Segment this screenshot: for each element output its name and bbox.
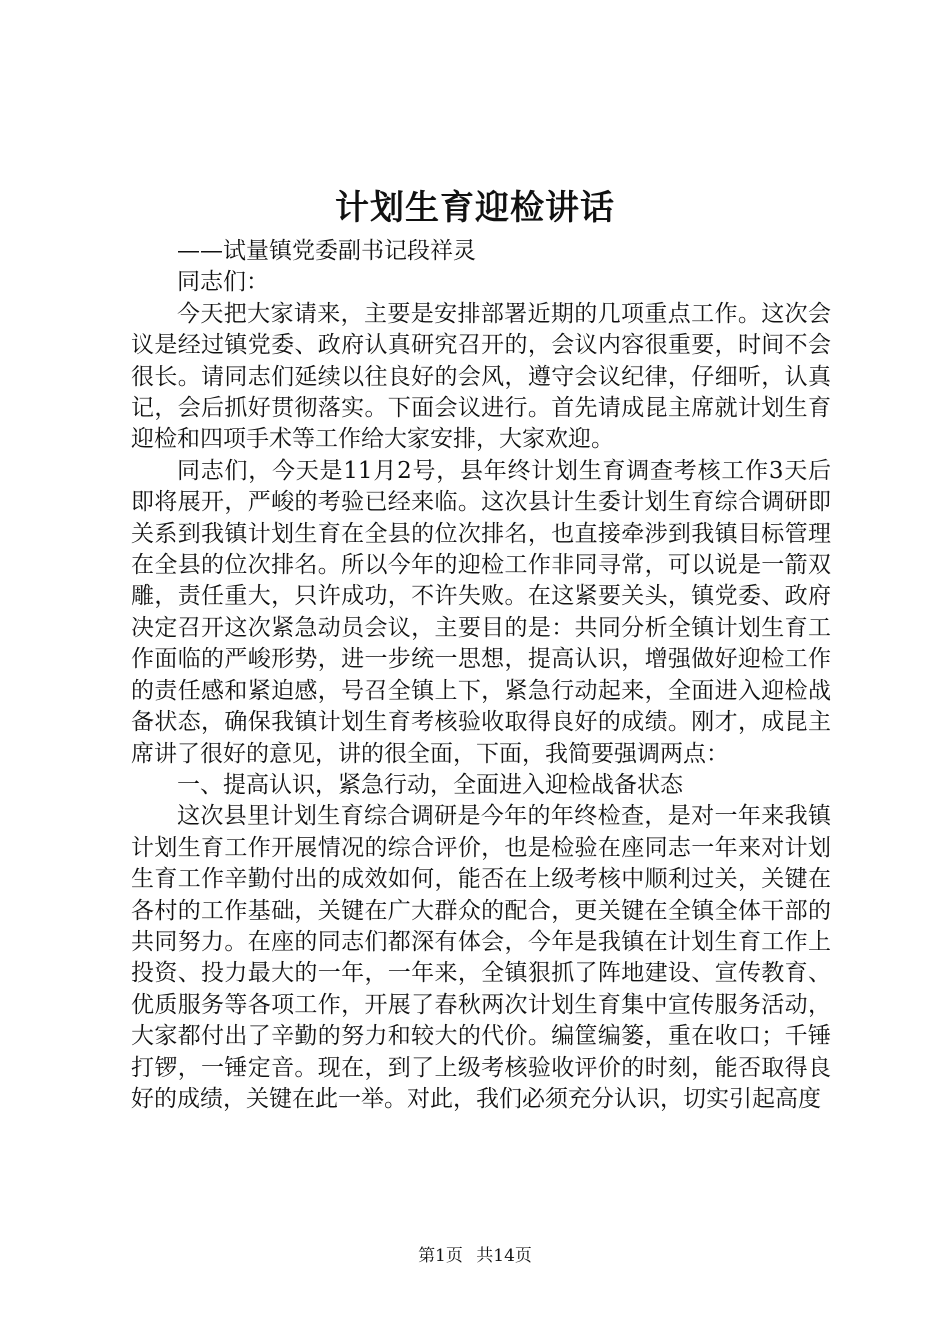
paragraph: 这次县里计划生育综合调研是今年的年终检查，是对一年来我镇计划生育工作开展情况的综合评价，也是检验在座同志一年来对计划生育工作辛勤付出的成效如何，能否在上级考核中顺利过关，关键在各村的工作基础，关键在广大群众的配合，更关键在全镇全体干部的共同努力。在座的同志们都深有体会，今年是我镇在计划生育工作上投资、投力最大的一年，一年来，全镇狠抓了阵地建设、宣传教育、优质服务等各项工作，开展了春秋两次计划生育集中宣传服务活动，大家都付出了辛勤的努力和较大的代价。编筐编篓，重在收口；千锤打锣，一锤定音。现在，到了上级考核验收评价的时刻，能否取得良好的成绩，关键在此一举。对此，我们必须充分认识，切实引起高度 [131,803,831,1112]
page-number: 第1页 [418,1246,463,1266]
document-title: 计划生育迎检讲话 [335,188,615,228]
page-total: 共14页 [476,1246,532,1266]
author-line: ——试量镇党委副书记段祥灵 [177,238,476,264]
page-footer [0,1244,950,1268]
paragraph: 今天把大家请来，主要是安排部署近期的几项重点工作。这次会议是经过镇党委、政府认真研究召开的，会议内容很重要，时间不会很长。请同志们延续以往良好的会风，遵守会议纪律，仔细听，认真记，会后抓好贯彻落实。下面会议进行。首先请成昆主席就计划生育迎检和四项手术等工作给大家安排，大家欢迎。 [131,300,831,453]
document-body [131,236,831,1115]
section-heading: 一、提高认识，紧急行动，全面进入迎检战备状态 [177,771,683,798]
paragraph: 同志们，今天是11月2号，县年终计划生育调查考核工作3天后即将展开，严峻的考验已经来临。这次县计生委计划生育综合调研即关系到我镇计划生育在全县的位次排名，也直接牵涉到我镇目标管理在全县的位次排名。所以今年的迎检工作非同寻常，可以说是一箭双雕，责任重大，只许成功，不许失败。在这紧要关头，镇党委、政府决定召开这次紧急动员会议，主要目的是：共同分析全镇计划生育工作面临的严峻形势，进一步统一思想，提高认识，增强做好迎检工作的责任感和紧迫感，号召全镇上下，紧急行动起来，全面进入迎检战备状态，确保我镇计划生育考核验收取得良好的成绩。刚才，成昆主席讲了很好的意见，讲的很全面，下面，我简要强调两点： [131,457,831,767]
salutation: 同志们： [177,269,269,296]
